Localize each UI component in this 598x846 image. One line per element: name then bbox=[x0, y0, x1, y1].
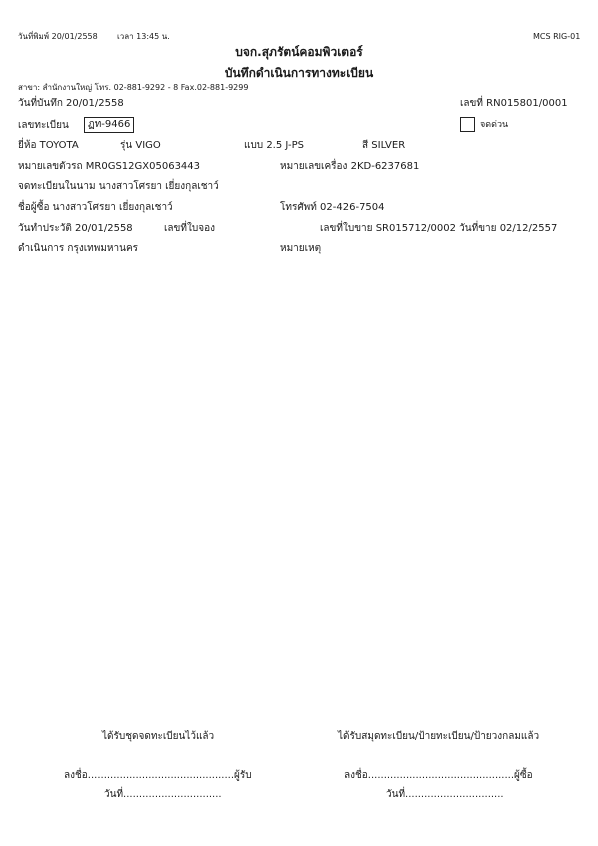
vehicle-color: สี SILVER bbox=[362, 140, 406, 151]
invoice-info: เลขที่ใบขาย SR015712/0002 วันที่ขาย 02/12/2557 bbox=[320, 223, 558, 234]
remark-label: หมายเหตุ bbox=[280, 243, 322, 254]
registration-label: เลขทะเบียน bbox=[18, 120, 69, 131]
booking-number: เลขที่ใบจอง bbox=[164, 223, 215, 234]
urgent-checkbox bbox=[460, 117, 475, 132]
urgent-label: จดด่วน bbox=[480, 120, 509, 130]
vehicle-type: แบบ 2.5 J-PS bbox=[244, 140, 304, 151]
chassis-number: หมายเลขตัวรถ MR0GS12GX05063443 bbox=[18, 161, 201, 172]
process-location: ดำเนินการ กรุงเทพมหานคร bbox=[18, 243, 139, 254]
buyer-name: ชื่อผู้ซื้อ นางสาวโศรยา เยี่ยงกุลเชาว์ bbox=[18, 202, 173, 213]
branch-info: สาขา: สำนักงานใหญ่ โทร. 02-881-9292 - 8 Fax.02-881-9299 bbox=[18, 83, 249, 92]
registered-owner: จดทะเบียนในนาม นางสาวโศรยา เยี่ยงกุลเชาว์ bbox=[18, 181, 219, 192]
document-number: เลขที่ RN015801/0001 bbox=[460, 98, 568, 109]
form-code: MCS RIG-01 bbox=[533, 32, 581, 41]
right-date-line: วันที่............................... bbox=[386, 789, 504, 800]
record-date: วันที่บันทึก 20/01/2558 bbox=[18, 98, 124, 109]
left-signature-title: ได้รับชุดจดทะเบียนไว้แล้ว bbox=[102, 731, 215, 742]
document-title: บันทึกดำเนินการทางทะเบียน bbox=[224, 66, 374, 80]
company-name: บจก.สุภรัตน์คอมพิวเตอร์ bbox=[235, 45, 363, 59]
registration-number-box: ฏท-9466 bbox=[84, 117, 134, 133]
right-signature-line: ลงชื่อ..............................................ผู้ซื้อ bbox=[344, 770, 533, 781]
phone-number: โทรศัพท์ 02-426-7504 bbox=[280, 202, 385, 213]
contract-date: วันทำประวัติ 20/01/2558 bbox=[18, 223, 133, 234]
left-signature-line: ลงชื่อ..............................................ผู้รับ bbox=[64, 770, 252, 781]
engine-number: หมายเลขเครื่อง 2KD-6237681 bbox=[280, 161, 420, 172]
print-time: เวลา 13:45 น. bbox=[117, 32, 170, 41]
left-date-line: วันที่............................... bbox=[104, 789, 222, 800]
print-date: วันที่พิมพ์ 20/01/2558 bbox=[18, 32, 98, 41]
vehicle-brand: ยี่ห้อ TOYOTA bbox=[18, 140, 79, 151]
vehicle-model: รุ่น VIGO bbox=[120, 140, 161, 151]
right-signature-title: ได้รับสมุดทะเบียน/ป้ายทะเบียน/ป้ายวงกลมแล้ว bbox=[338, 731, 540, 742]
